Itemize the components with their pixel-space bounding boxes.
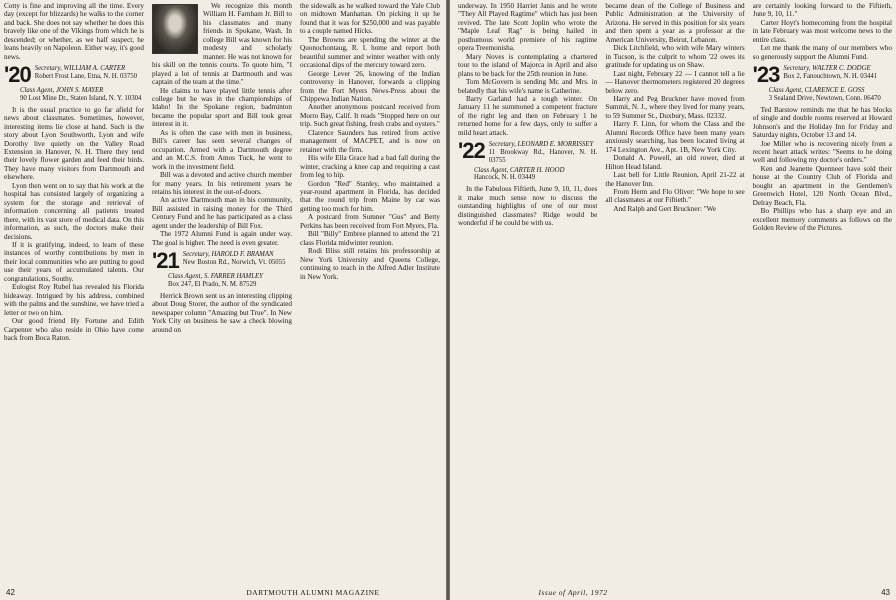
paragraph: We recognize this month William H. Farnham Jr. Bill to his classmates and many friends in Spokane, Wash. In college Bill was known for his modesty and scholarly manner. He was not known for his skill on the tennis courts. To quote him, "I played a lot of tennis at Dartmouth and was captain of the team at the time." [152, 2, 292, 87]
paragraph: He claims to have played little tennis after college but he was in the championships of Idaho! In the Spokane region, badminton became the popular sport and Bill took great interest in it. [152, 86, 292, 129]
right-page [450, 0, 896, 600]
class-agent-address: Box 247, El Prado, N. M. 87529 [168, 280, 257, 288]
paragraph: Barry Garland had a tough winter. On January 11 he summoned a competent fracture of the right leg and then on February 1 he returned home for a few days, only to suffer a mild heart attack. [458, 94, 598, 137]
class-heading-20 [4, 62, 144, 88]
paragraph: As is often the case with men in business, Bill's career has seen several changes of occupation. Armed with a Dartmouth degree and an M.C.S. from Amos Tuck, he went to work in the investment field. [152, 128, 292, 171]
paragraph: Ted Barstow reminds me that he has blocks of single and double rooms reserved at Howard Johnson's and the Holiday Inn for Friday and Saturday nights, October 13 and 14. [752, 105, 892, 140]
secretary-name: Secretary, WALTER C. DODGE [783, 65, 871, 73]
paragraph: George Lever '26, knowing of the Indian controversy in Hanover, forwards a clipping from the Fort Myers News-Press about the Chippewa Indian Nation. [300, 69, 440, 103]
class-agent: Class Agent, CLARENCE E. GOSS [768, 87, 865, 95]
page-footer [0, 588, 446, 598]
secretary-address: Box 2, Fanouchtown, N. H. 03441 [783, 72, 878, 80]
secretary-address: Robert Frost Lane, Etna, N. H. 03750 [34, 72, 138, 80]
secretary-name: Secretary, WILLIAM A. CARTER [34, 65, 126, 73]
paragraph: Dick Litchfield, who with wife Mary winters in Tucson, is the culprit to whom '22 owes its gratitude for updating us on Shaw. [605, 44, 745, 70]
paragraph: Lyon then went on to say that his work at the hospital has consisted largely of organizing a system for the storage and retrieval of information concerning all patients treated there, with its vast store of medical data. On this information, as such, the doctors make their decisions. [4, 181, 144, 241]
paragraph: became dean of the College of Business and Public Administration at the University of Arizona. He served in this position for six years and then spent a year as a professor at the American University, Beirut, Lebanon. [605, 2, 745, 44]
class-heading-21 [152, 248, 292, 274]
class-agent-address: Hancock, N. H. 03449 [474, 174, 536, 182]
paragraph: Eulogist Roy Rubel has revealed his Florida hideaway. Intrigued by his address, combined with the palms and the sunshine, we have tried a letter or two on him. [4, 283, 144, 317]
secretary-name: Secretary, HAROLD F. BRAMAN [182, 251, 274, 259]
class-agent: Class Agent, JOHN S. MAYER [20, 87, 104, 95]
paragraph: Rodi Bliss still retains his professorship at New York University and Queens College, continuing to teach in the Alfred Adler Institute in New York. [300, 247, 440, 281]
paragraph: Clarence Saunders has retired from active management of MACPET, and is now on retainer with the firm. [300, 128, 440, 154]
right-col-1 [458, 2, 597, 586]
paragraph: Last bell for Little Reunion, April 21-22 at the Hanover Inn. [605, 171, 745, 188]
paragraph: Mary Noves is contemplating a chartered tour to the island of Majorca in April and also plans to be back for the 25th reunion in June. [458, 52, 598, 78]
right-col-2 [605, 2, 744, 586]
running-footer: DARTMOUTH ALUMNI MAGAZINE [246, 588, 380, 597]
left-page [0, 0, 446, 600]
paragraph: Our good friend Hy Fortune and Edith Carpenter who also reside in Ohio have come back from Boca Raton. [4, 317, 144, 342]
class-agent-address: 90 Lost Mine Dr., Staten Island, N. Y. 10304 [20, 94, 142, 102]
page-footer [450, 588, 896, 598]
paragraph: The Browns are spending the winter at the Quonochontaug, R. I. home and report both beautiful summer and winter weather with only occasional dips of the mercury toward zero. [300, 35, 440, 70]
left-col-1 [4, 2, 144, 586]
left-col-2 [152, 2, 292, 586]
paragraph: Bill "Billy" Embree planned to attend the '21 class Florida midwinter reunion. [300, 230, 440, 247]
class-heading-23 [752, 62, 892, 88]
paragraph: It is the usual practice to go far afield for news about classmates. Sometimes, however, interesting items lie close at hand. Such is the story about Lyon Southworth, Lyon and wife Dorothy live quietly on the Valley Road Extension in Hanover, N. H. There they tend their lovely flower garden and feed their birds. They have many visitors from Dartmouth and elsewhere. [4, 105, 144, 182]
paragraph: the sidewalk as he walked toward the Yale Club on midtown Manhattan. On picking it up he found that it was for $250,000 and was payable to a couple named Hicks. [300, 2, 440, 36]
paragraph: Bill was a devoted and active church member for many years. In his retirement years he retains his interest in the out-of-doors. [152, 171, 292, 196]
paragraph: Harry F. Linn, for whom the Class and the Alumni Records Office have been many years anxiously searching, has been located living at 174 Lexington Ave., Apt. 1B, New York City. [605, 120, 745, 154]
right-col-3 [753, 2, 892, 586]
paragraph: Herrick Brown sent us an interesting clipping about Doug Storer, the author of the syndicated newspaper column "Amazing but True". In New York City on business he saw a check blowing around on [152, 291, 292, 334]
paragraph: Last night, February 22 — I cannot tell a lie — Hanover thermometers registered 20 degrees below zero. [605, 69, 745, 95]
class-year: '21 [152, 248, 179, 274]
paragraph: Ken and Jeanette Quenneer have sold their house at the Country Club of Florida and bought an apartment in the Gentlemen's Greenwich Hotel, 120 North Ocean Blvd., Delray Beach, Fla. [752, 164, 892, 207]
paragraph: Harry and Peg Bruckner have moved from Summit, N. J., where they lived for many years, to 59 Summer St., Duxbury, Mass. 02332. [605, 94, 745, 120]
paragraph: An active Dartmouth man in his community, Bill assisted in raising money for the Third Century Fund and he has participated as a class agent under the leadership of Bill Fox. [152, 196, 292, 230]
left-col-3 [300, 2, 440, 586]
class-agent-address: 3 Sealand Drive, Newtown, Conn. 06470 [768, 94, 881, 102]
paragraph: His wife Ella Grace had a bad fall during the winter, cracking a knee cap and requiring a cast from leg to hip. [300, 154, 440, 180]
secretary-address: New Boston Rd., Norwich, Vt. 05055 [182, 258, 286, 266]
paragraph: Joe Miller who is recovering nicely from a recent heart attack writes: "Seems to be doing well and following my doctor's orders." [752, 139, 892, 165]
paragraph: And Ralph and Gert Bruckner: "We [613, 204, 717, 213]
paragraph: are certainly looking forward to the Fiftieth, June 9, 10, 11." [752, 2, 892, 19]
paragraph: Gordon "Red" Stanley, who maintained a year-round apartment in Florida, has decided that the round trip from Maine by car was getting too much for him. [300, 179, 440, 213]
secretary-address: 11 Brookway Rd., Hanover, N. H. 03755 [488, 149, 598, 164]
paragraph: Another anonymous postcard received from Morro Bay, Calif. It reads "Stopped here on our trip. Such great fishing, fresh crabs and oysters." [300, 103, 440, 129]
paragraph: Carter Hoyt's homecoming from the hospital in late February was most welcome news to the entire class. [752, 18, 892, 44]
running-footer: Issue of April, 1972 [538, 588, 608, 597]
portrait-photo [152, 4, 198, 54]
class-year: '22 [458, 138, 485, 164]
paragraph: underway. In 1950 Harriet Janis and he wrote "They All Played Ragtime" which has just been revived. The late Scott Joplin who wrote the "Maple Leaf Rag" is being hailed in posthumous world premiere of his ragtime opera Treemonisha. [458, 2, 598, 53]
paragraph: The 1972 Alumni Fund is again under way. The goal is higher. The need is even greater. [152, 230, 292, 247]
paragraph: A postcard from Sumner "Gus" and Betty Perkins has been received from Fort Myers, Fla. [300, 213, 440, 230]
paragraph: Cotty is fine and improving all the time. Every day (except for blizzards) he walks to the corner and back. She does not say whether he does this bravely like one of the Vikings from which he is descended; or whether, as we half suspect, he leans heavily on Napoleon. Either way, it's good news. [4, 2, 144, 61]
class-agent: Class Agent, S. FARRER HAMLEY [168, 273, 263, 281]
paragraph: Tom McGovern is sending Mr. and Mrs. in belatedly that his wife's name is Catherine. [458, 78, 598, 95]
paragraph: Let me thank the many of our members who so generously support the Alumni Fund. [752, 44, 892, 61]
class-year: '20 [4, 62, 31, 88]
paragraph: Donald A. Powell, an old rower, died at Hilton Head Island. [605, 154, 745, 171]
paragraph: If it is gratifying, indeed, to learn of these instances of worthy contributions by men in their local communities who are putting to good use their years of accumulated talents. Our congratulations, Southy. [4, 241, 144, 283]
secretary-name: Secretary, LEONARD E. MORRISSEY [488, 141, 594, 149]
paragraph: From Herm and Flo Oliver: "We hope to see all classmates at our Fiftieth." [605, 187, 745, 205]
class-heading-22 [458, 138, 598, 164]
class-agent: Class Agent, CARTER H. HOOD [474, 166, 565, 174]
page-number: 43 [881, 588, 890, 597]
class-year: '23 [752, 62, 780, 88]
paragraph: Bo Phillips who has a sharp eye and an excellent memory comments as follows on the Golden Review of the Pictures. [752, 207, 892, 233]
page-number: 42 [6, 588, 15, 597]
paragraph: In the Fabulous Fiftieth, June 9, 10, 11, does it make much sense now to discuss the outstanding highlights of one of our most distinguished classmates? Ridge would be wonderful if he could be with us. [458, 185, 598, 228]
